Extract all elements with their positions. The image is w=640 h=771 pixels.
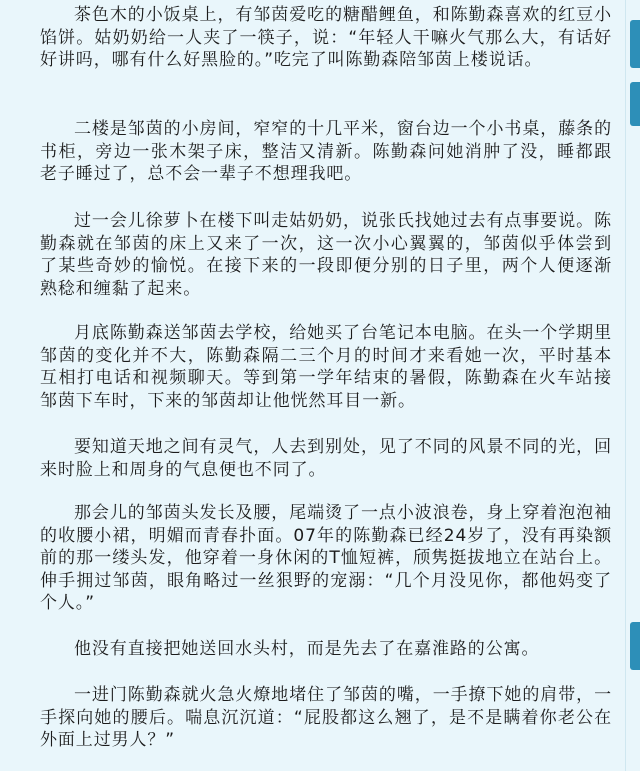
article-paragraph-2: 二楼是邹茵的小房间，窄窄的十几平米，窗台边一个小书桌，藤条的书柜，旁边一张木架子床，整洁又清新。陈勤森问她消肿了没，睡都跟老子睡过了，总不会一辈子不想理我吧。 (40, 119, 612, 184)
side-tab-bottom[interactable] (630, 622, 640, 670)
side-toolbar (625, 0, 640, 771)
article-paragraph-4: 月底陈勤森送邹茵去学校，给她买了台笔记本电脑。在头一个学期里邹茵的变化并不大，陈勤森隔二三个月的时间才来看她一次，平时基本互相打电话和视频聊天。等到第一学年结束的暑假，陈勤森在火车站接邹茵下车时，下来的邹茵却让他恍然耳目一新。 (40, 323, 612, 411)
article-paragraph-6: 那会儿的邹茵头发长及腰，尾端烫了一点小波浪卷，身上穿着泡泡袖的收腰小裙，明媚而青春扑面。07年的陈勤森已经24岁了，没有再染额前的那一缕头发，他穿着一身休闲的T恤短裤，颀隽挺拔地立在站台上。伸手拥过邹茵，眼角略过一丝狠野的宠溺：“几个月没见你，都他妈变了个人。” (40, 503, 612, 613)
side-tab-middle[interactable] (630, 82, 640, 126)
article-paragraph-1: 茶色木的小饭桌上，有邹茵爱吃的糖醋鲤鱼，和陈勤森喜欢的红豆小馅饼。姑奶奶给一人夹了一筷子，说：“年轻人干嘛火气那么大，有话好好讲吗，哪有什么好黑脸的。”吃完了叫陈勤森陪邹茵上楼说话。 (40, 5, 612, 70)
article-paragraph-5: 要知道天地之间有灵气，人去到别处，见了不同的风景不同的光，回来时脸上和周身的气息便也不同了。 (40, 437, 612, 480)
article-paragraph-7: 他没有直接把她送回水头村，而是先去了在嘉淮路的公寓。 (74, 639, 540, 659)
side-tab-top[interactable] (630, 20, 640, 68)
article-paragraph-8: 一进门陈勤森就火急火燎地堵住了邹茵的嘴，一手撩下她的肩带，一手探向她的腰后。喘息沉沉道：“屁股都这么翘了，是不是瞒着你老公在外面上过男人？” (40, 685, 612, 750)
article-paragraph-3: 过一会儿徐萝卜在楼下叫走姑奶奶，说张氏找她过去有点事要说。陈勤森就在邹茵的床上又来了一次，这一次小心翼翼的，邹茵似乎体尝到了某些奇妙的愉悦。在接下来的一段即便分别的日子里，两个人便逐渐熟稔和缠黏了起来。 (40, 211, 612, 299)
